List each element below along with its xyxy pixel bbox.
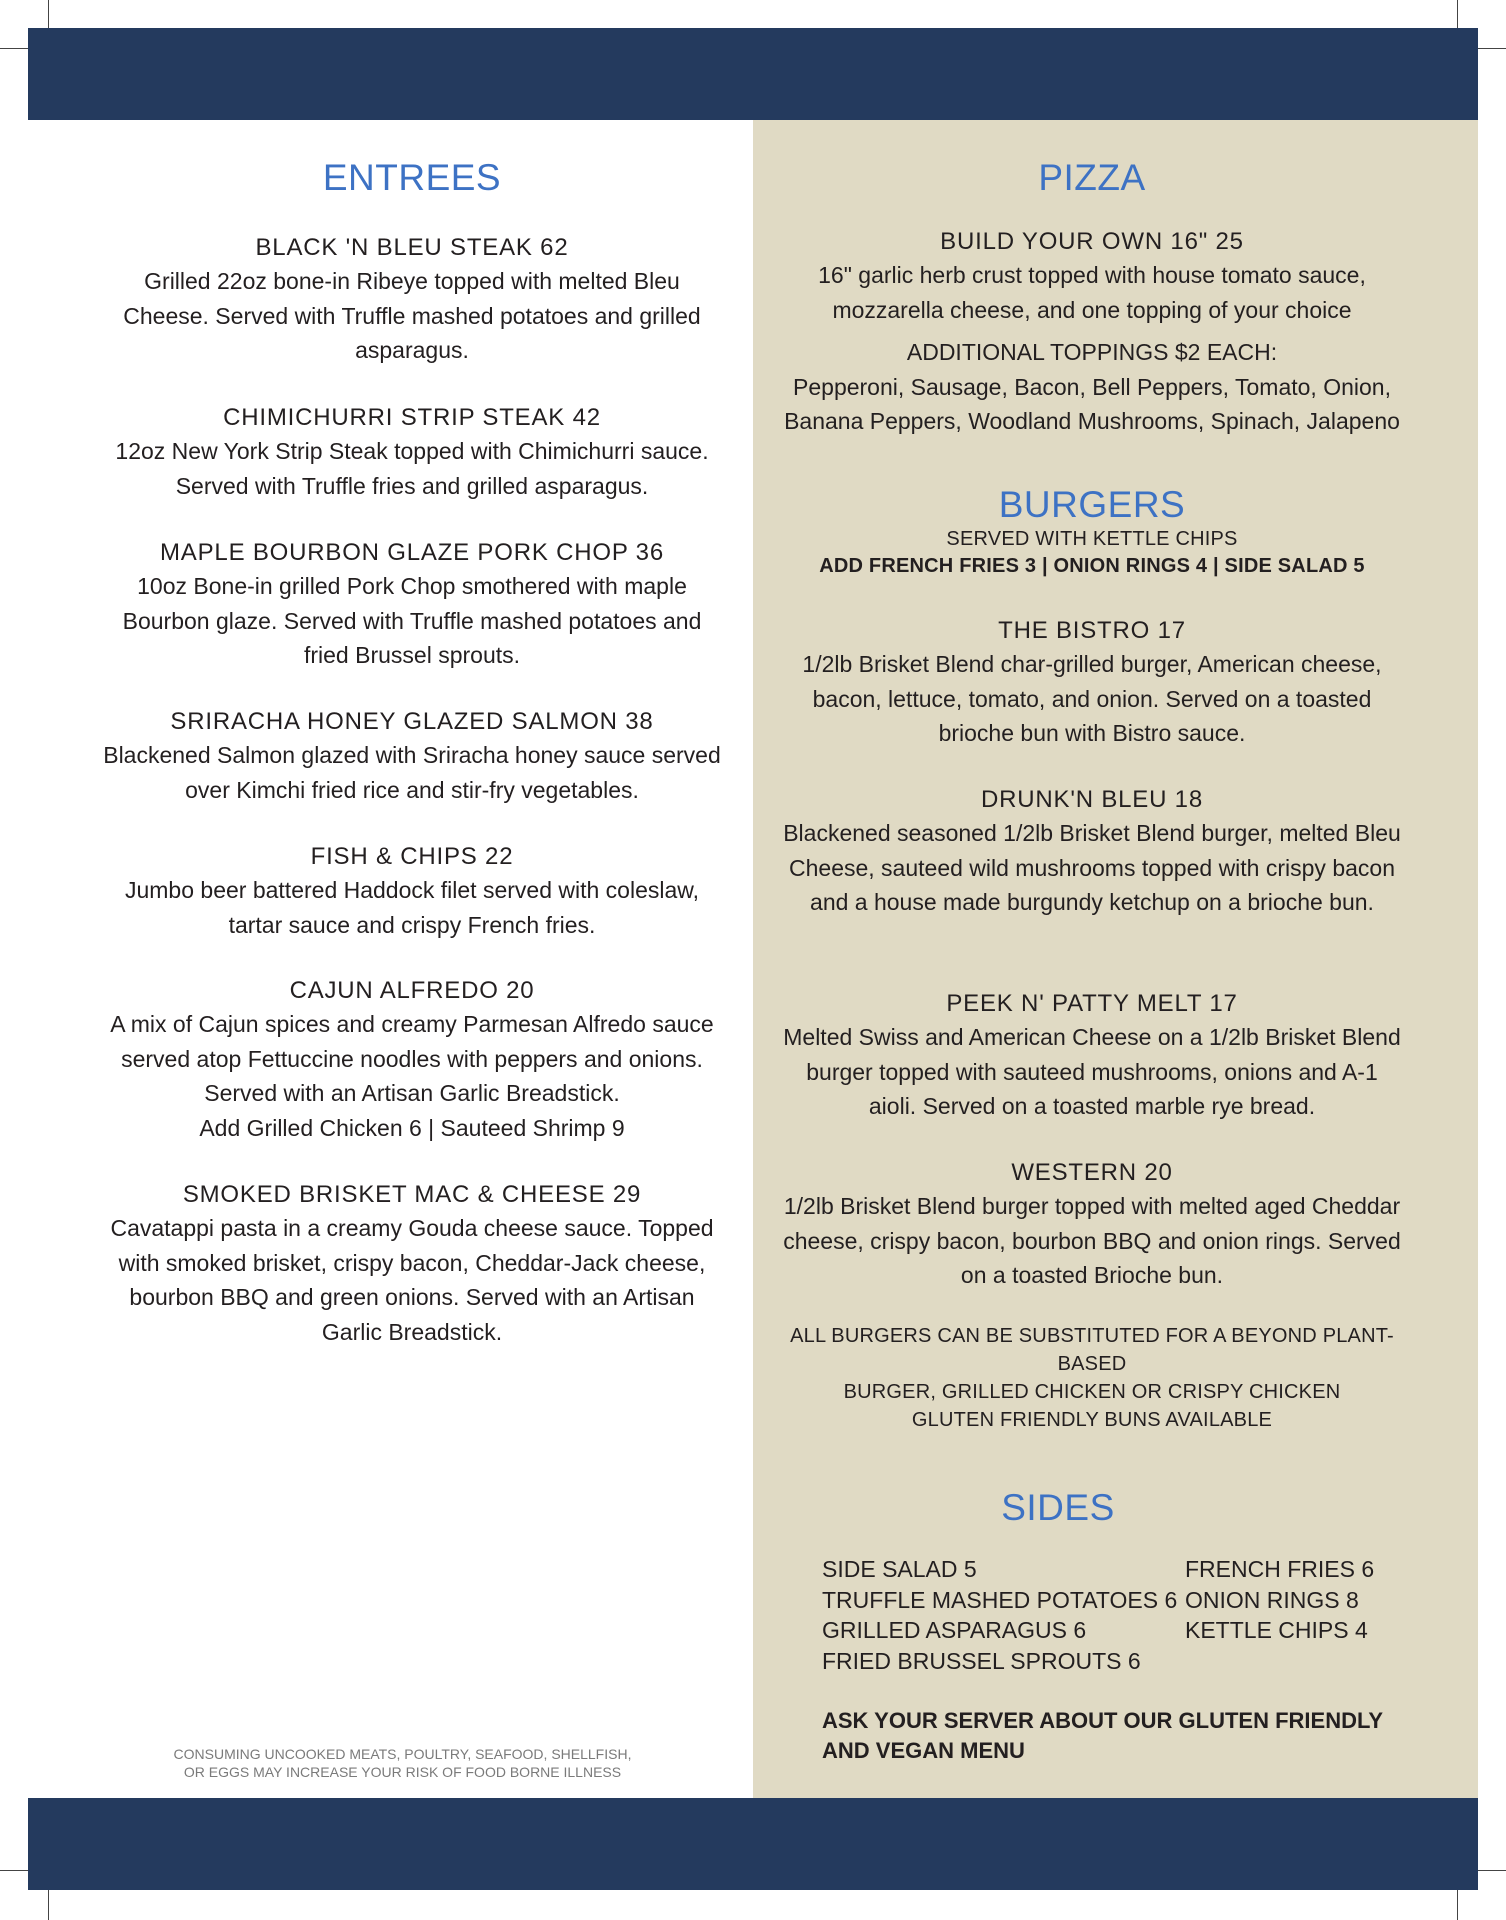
burger-item <box>780 615 1404 751</box>
food-safety-warning <box>150 1745 655 1781</box>
burger-description: 1/2lb Brisket Blend burger topped with melted aged Cheddar cheese, crispy bacon, bourbon BBQ and onion rings. Served on a toasted Brioche bun. <box>783 1193 1401 1288</box>
entree-name: BLACK 'N BLEU STEAK 62 <box>255 234 569 261</box>
burger-description: Melted Swiss and American Cheese on a 1/2lb Brisket Blend burger topped with sauteed mushrooms, onions and A-1 aioli. Served on a toasted marble rye bread. <box>783 1024 1401 1119</box>
entree-name: MAPLE BOURBON GLAZE PORK CHOP 36 <box>160 539 664 566</box>
substitution-line: BURGER, GRILLED CHICKEN OR CRISPY CHICKEN <box>843 1381 1341 1403</box>
entree-name: CHIMICHURRI STRIP STEAK 42 <box>223 404 601 431</box>
entree-name: SRIRACHA HONEY GLAZED SALMON 38 <box>170 708 654 735</box>
sides-column <box>1185 1554 1402 1646</box>
burger-name: PEEK N' PATTY MELT 17 <box>946 990 1238 1017</box>
entree-item <box>100 706 724 807</box>
crop-mark <box>1478 1870 1506 1871</box>
burger-item <box>780 988 1404 1124</box>
side-item: FRENCH FRIES 6 <box>1185 1556 1375 1582</box>
crop-mark <box>1478 48 1506 49</box>
toppings-list: Pepperoni, Sausage, Bacon, Bell Peppers, Tomato, Onion, Banana Peppers, Woodland Mushrooms, Spinach, Jalapeno <box>784 373 1400 434</box>
entree-item <box>100 841 724 942</box>
entree-description: Blackened Salmon glazed with Sriracha honey sauce served over Kimchi fried rice and stir-fry vegetables. <box>103 742 721 803</box>
side-item: FRIED BRUSSEL SPROUTS 6 <box>822 1647 1141 1674</box>
warning-line: CONSUMING UNCOOKED MEATS, POULTRY, SEAFOOD, SHELLFISH, <box>173 1746 632 1762</box>
side-item: TRUFFLE MASHED POTATOES 6 <box>822 1586 1178 1613</box>
sides-heading: SIDES <box>1001 1487 1115 1528</box>
side-item: GRILLED ASPARAGUS 6 <box>822 1617 1087 1643</box>
pizza-heading: PIZZA <box>1038 157 1146 198</box>
entree-description: Grilled 22oz bone-in Ribeye topped with melted Bleu Cheese. Served with Truffle mashed potatoes and grilled asparagus. <box>123 268 701 363</box>
burger-name: WESTERN 20 <box>1011 1159 1173 1186</box>
burger-substitutions <box>780 1322 1404 1434</box>
entree-addon: Add Grilled Chicken 6 | Sauteed Shrimp 9 <box>199 1114 625 1141</box>
side-item: KETTLE CHIPS 4 <box>1185 1617 1368 1643</box>
entree-name: SMOKED BRISKET MAC & CHEESE 29 <box>182 1181 642 1208</box>
crop-mark <box>0 48 28 49</box>
entree-item <box>100 402 724 503</box>
crop-mark <box>48 1890 49 1920</box>
burgers-add-ons: ADD FRENCH FRIES 3 | ONION RINGS 4 | SIDE SALAD 5 <box>819 555 1365 577</box>
pizza-name: BUILD YOUR OWN 16" 25 <box>940 228 1244 255</box>
entree-description: Cavatappi pasta in a creamy Gouda cheese sauce. Topped with smoked brisket, crispy bacon, Cheddar-Jack cheese, bourbon BBQ and green onions. Served with an Artisan Garlic Breadstick. <box>110 1215 714 1345</box>
entree-item <box>100 975 724 1145</box>
burger-item <box>780 784 1404 920</box>
burgers-heading: BURGERS <box>998 484 1186 525</box>
entree-name: FISH & CHIPS 22 <box>310 843 514 870</box>
toppings-label: ADDITIONAL TOPPINGS $2 EACH: <box>906 339 1278 365</box>
burger-name: THE BISTRO 17 <box>998 617 1186 644</box>
entree-item <box>100 537 724 673</box>
sides-column <box>822 1554 1182 1676</box>
warning-line: OR EGGS MAY INCREASE YOUR RISK OF FOOD BORNE ILLNESS <box>183 1764 622 1780</box>
entree-description: 12oz New York Strip Steak topped with Chimichurri sauce. Served with Truffle fries and grilled asparagus. <box>115 438 709 499</box>
entree-description: 10oz Bone-in grilled Pork Chop smothered with maple Bourbon glaze. Served with Truffle mashed potatoes and fried Brussel sprouts. <box>122 573 702 668</box>
entree-description: Jumbo beer battered Haddock filet served with coleslaw, tartar sauce and crispy French fries. <box>124 877 700 938</box>
entree-item <box>100 232 724 368</box>
entree-description: A mix of Cajun spices and creamy Parmesan Alfredo sauce served atop Fettuccine noodles with peppers and onions. Served with an Artisan Garlic Breadstick. <box>110 1011 714 1106</box>
crop-mark <box>0 1870 28 1871</box>
bottom-band <box>28 1798 1478 1890</box>
crop-mark <box>48 0 49 28</box>
burgers-served-with: SERVED WITH KETTLE CHIPS <box>946 528 1238 550</box>
gluten-vegan-menu-note: ASK YOUR SERVER ABOUT OUR GLUTEN FRIENDLY AND VEGAN MENU <box>822 1708 1383 1763</box>
crop-mark <box>1457 0 1458 28</box>
burger-description: 1/2lb Brisket Blend char-grilled burger, American cheese, bacon, lettuce, tomato, and onion. Served on a toasted brioche bun with Bistro sauce. <box>802 651 1382 746</box>
pizza-item <box>780 226 1404 439</box>
side-item: ONION RINGS 8 <box>1185 1586 1359 1613</box>
entrees-heading: ENTREES <box>322 157 502 198</box>
burger-name: DRUNK'N BLEU 18 <box>981 786 1203 813</box>
burger-description: Blackened seasoned 1/2lb Brisket Blend burger, melted Bleu Cheese, sauteed wild mushrooms topped with crispy bacon and a house made burgundy ketchup on a brioche bun. <box>783 820 1401 915</box>
burger-item <box>780 1157 1404 1293</box>
side-item: SIDE SALAD 5 <box>822 1556 977 1582</box>
crop-mark <box>1457 1890 1458 1920</box>
substitution-line: ALL BURGERS CAN BE SUBSTITUTED FOR A BEYOND PLANT-BASED <box>790 1325 1394 1375</box>
entree-item <box>100 1179 724 1349</box>
pizza-description: 16" garlic herb crust topped with house tomato sauce, mozzarella cheese, and one topping of your choice <box>818 262 1366 323</box>
gluten-friendly-buns-note: GLUTEN FRIENDLY BUNS AVAILABLE <box>911 1409 1273 1431</box>
entree-name: CAJUN ALFREDO 20 <box>289 977 535 1004</box>
top-band <box>28 28 1478 120</box>
